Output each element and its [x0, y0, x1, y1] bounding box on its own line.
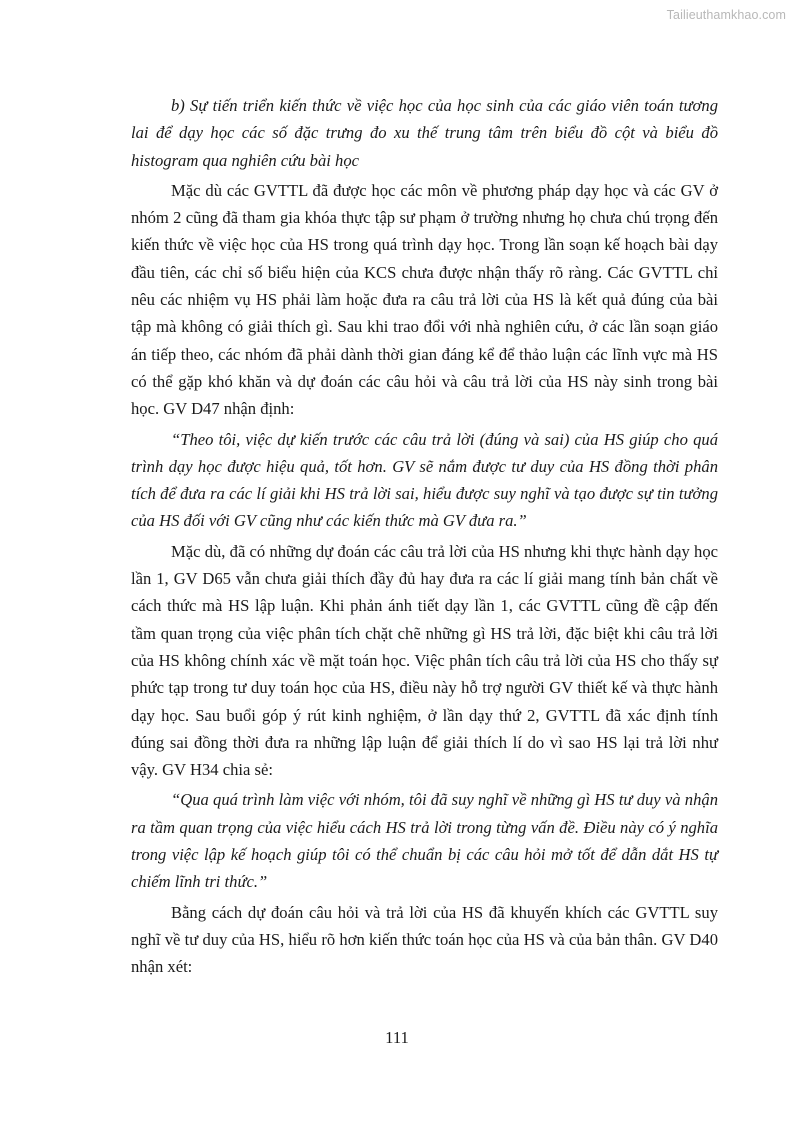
paragraph-1: Mặc dù các GVTTL đã được học các môn về phương pháp dạy học và các GV ở nhóm 2 cũng đã tham gia khóa thực tập sư phạm ở trường nhưng họ chưa chú trọng đến kiến thức về việc học của HS trong quá trình dạy học. Trong lần soạn kế hoạch bài dạy đầu tiên, các chỉ số biểu hiện của KCS chưa được nhận thấy rõ ràng. Các GVTTL chỉ nêu các nhiệm vụ HS phải làm hoặc đưa ra câu trả lời của HS là kết quả đúng của bài tập mà không có giải thích gì. Sau khi trao đổi với nhà nghiên cứu, ở các lần soạn giáo án tiếp theo, các nhóm đã phải dành thời gian đáng kể để thảo luận các lĩnh vực mà HS có thể gặp khó khăn và dự đoán các câu hỏi và câu trả lời của HS này sinh trong bài học. GV D47 nhận định:: [131, 180, 718, 419]
quote-h34: “Qua quá trình làm việc với nhóm, tôi đã suy nghĩ về những gì HS tư duy và nhận ra tầm quan trọng của việc hiểu cách HS trả lời trong từng vấn đề. Điều này có ý nghĩa trong việc lập kế hoạch giúp tôi có thể chuẩn bị các câu hỏi mở tốt để dẫn dắt HS tự chiếm lĩnh tri thức.”: [131, 790, 718, 892]
paragraph-3: Bằng cách dự đoán câu hỏi và trả lời của HS đã khuyến khích các GVTTL suy nghĩ về tư duy của HS, hiểu rõ hơn kiến thức toán học của HS và của bản thân. GV D40 nhận xét:: [131, 902, 718, 977]
document-body: [131, 92, 718, 984]
quote-d47: “Theo tôi, việc dự kiến trước các câu trả lời (đúng và sai) của HS giúp cho quá trình dạy học được hiệu quả, tốt hơn. GV sẽ nắm được tư duy của HS đồng thời phân tích để đưa ra các lí giải khi HS trả lời sai, hiểu được suy nghĩ và tạo được sự tin tưởng của HS đối với GV cũng như các kiến thức mà GV đưa ra.”: [131, 429, 718, 531]
watermark: Tailieuthamkhao.com: [666, 8, 786, 22]
paragraph-2: Mặc dù, đã có những dự đoán các câu trả lời của HS nhưng khi thực hành dạy học lần 1, GV D65 vẫn chưa giải thích đầy đủ hay đưa ra các lí giải mang tính bản chất về cách thức mà HS lập luận. Khi phản ánh tiết dạy lần 1, các GVTTL cũng đề cập đến tầm quan trọng của việc phân tích chặt chẽ những gì HS trả lời, đặc biệt khi câu trả lời của HS không chính xác về mặt toán học. Việc phân tích câu trả lời của HS cho thấy sự phức tạp trong tư duy toán học của HS, điều này hỗ trợ người GV thiết kế và thực hành dạy học. Sau buổi góp ý rút kinh nghiệm, ở lần dạy thứ 2, GVTTL đã xác định tính đúng sai đồng thời đưa ra những lập luận để giải thích lí do vì sao HS lại trả lời như vậy. GV H34 chia sẻ:: [131, 541, 718, 780]
section-heading: b) Sự tiến triển kiến thức về việc học của học sinh của các giáo viên toán tương lai để dạy học các số đặc trưng đo xu thế trung tâm trên biểu đồ cột và biểu đồ histogram qua nghiên cứu bài học: [131, 96, 718, 170]
page-number: 111: [385, 1028, 409, 1047]
